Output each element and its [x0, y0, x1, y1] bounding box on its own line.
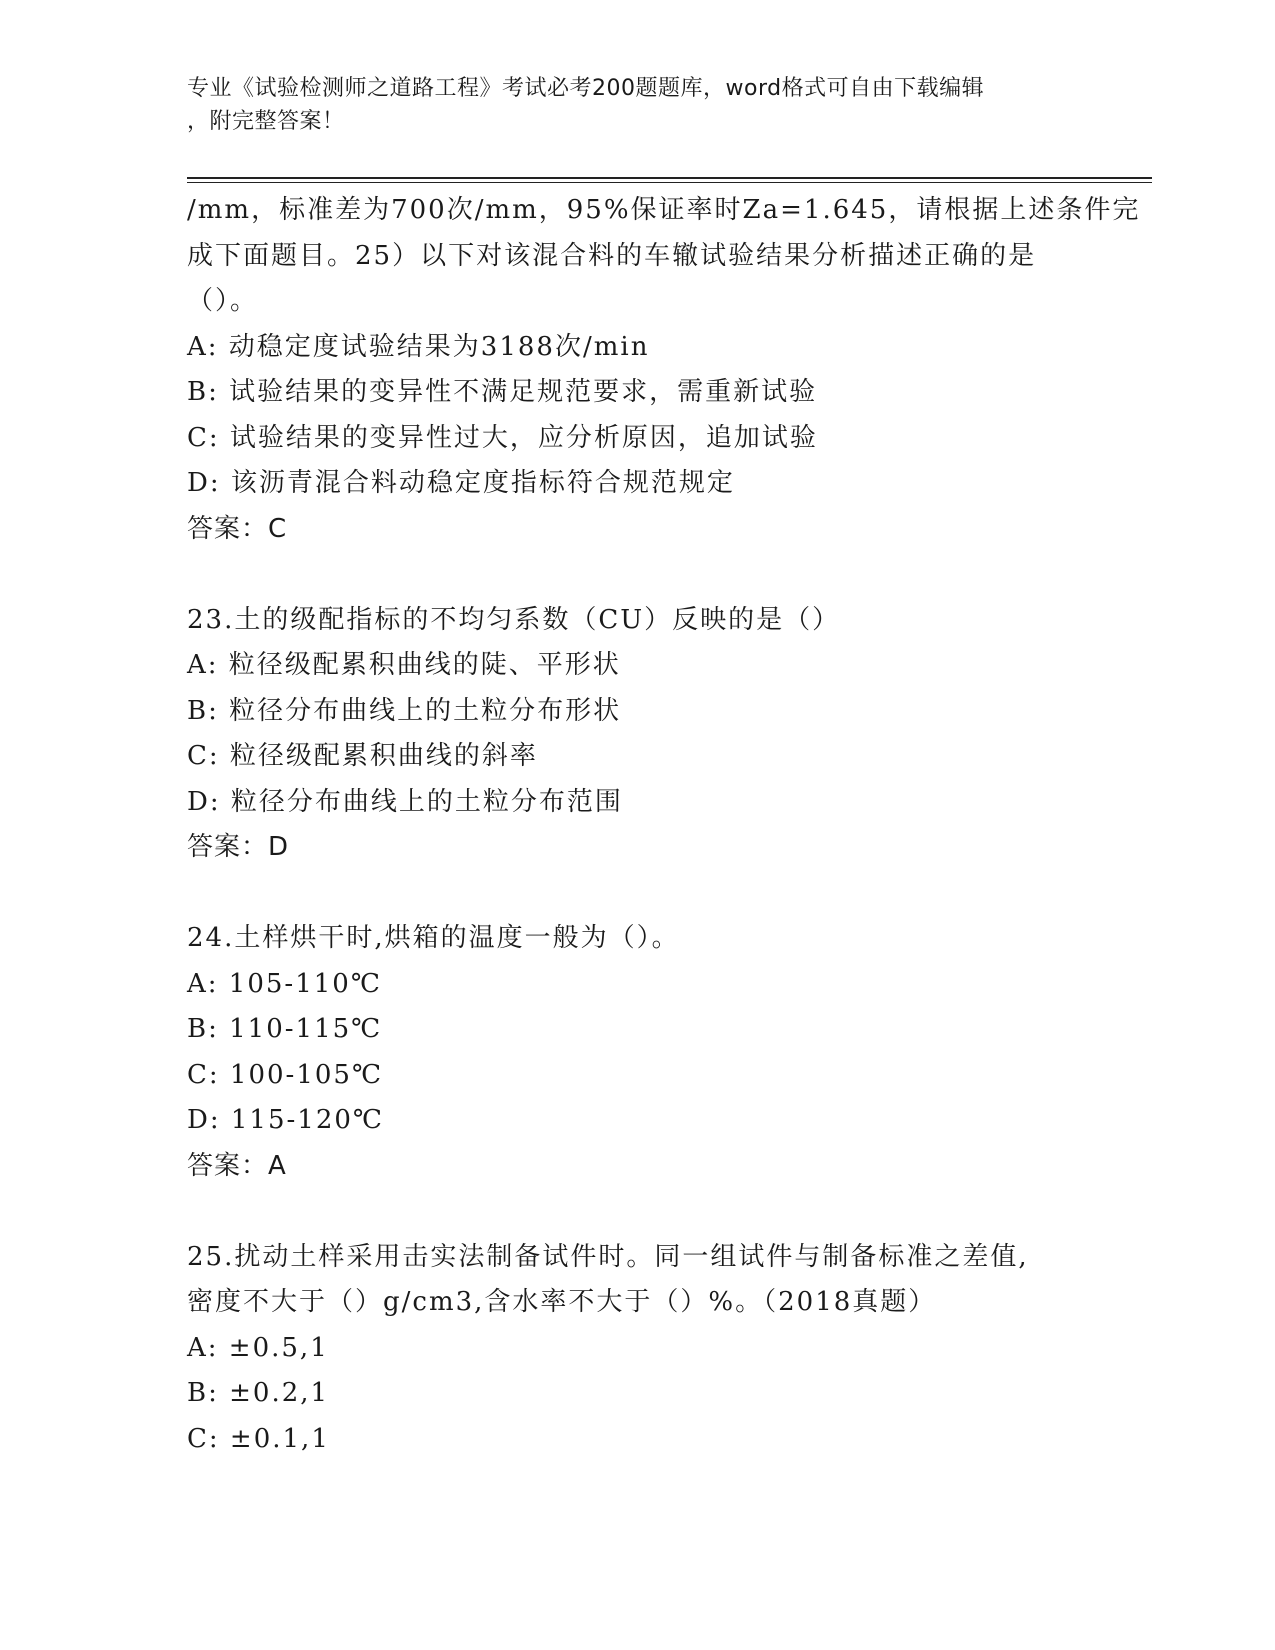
option-a: A: 粒径级配累积曲线的陡、平形状: [187, 650, 621, 680]
header-line-1: 专业《试验检测师之道路工程》考试必考200题题库，word格式可自由下载编辑: [187, 76, 985, 101]
option-b: B: 粒径分布曲线上的土粒分布形状: [187, 695, 622, 726]
option-d: D: 该沥青混合料动稳定度指标符合规范规定: [187, 468, 735, 498]
option-c: C: ±0.1,1: [187, 1423, 330, 1454]
option-d: D: 115-120℃: [187, 1105, 384, 1135]
spacer: [187, 1189, 1107, 1235]
option-c: C: 试验结果的变异性过大，应分析原因，追加试验: [187, 422, 818, 453]
question-23: [187, 598, 1107, 871]
answer-line: 答案：D: [187, 832, 290, 862]
header-line-2: ，附完整答案！: [187, 109, 345, 134]
question-24: [187, 916, 1107, 1189]
question-text-line: 密度不大于（）g/cm3,含水率不大于（）%。（2018真题）: [187, 1287, 937, 1317]
option-c: C: 100-105℃: [187, 1059, 384, 1090]
header-divider-thick: [187, 177, 1152, 179]
question-22-continued: [187, 188, 1141, 552]
question-text-line: 25.扰动土样采用击实法制备试件时。同一组试件与制备标准之差值,: [187, 1241, 1029, 1272]
spacer: [187, 871, 1107, 917]
answer-line: 答案：C: [187, 513, 288, 544]
header-divider-thin: [187, 182, 1152, 183]
option-a: A: ±0.5,1: [187, 1332, 329, 1363]
option-a: A: 动稳定度试验结果为3188次/min: [187, 331, 650, 362]
option-b: B: 110-115℃: [187, 1014, 383, 1044]
spacer: [187, 552, 1107, 598]
question-text-line: 23.土的级配指标的不均匀系数（CU）反映的是（）: [187, 604, 841, 635]
option-b: B: ±0.2,1: [187, 1378, 330, 1408]
question-text-line: /mm，标准差为700次/mm，95%保证率时Za=1.645，请根据上述条件完: [187, 195, 1141, 225]
option-d: D: 粒径分布曲线上的土粒分布范围: [187, 786, 623, 817]
question-text-line: 24.土样烘干时,烘箱的温度一般为（）。: [187, 923, 680, 953]
question-text-line: （）。: [187, 286, 259, 316]
question-25: [187, 1235, 1107, 1463]
option-b: B: 试验结果的变异性不满足规范要求，需重新试验: [187, 377, 818, 407]
document-body: [187, 188, 1141, 1462]
option-c: C: 粒径级配累积曲线的斜率: [187, 741, 538, 771]
answer-line: 答案：A: [187, 1150, 287, 1181]
question-text-line: 成下面题目。25）以下对该混合料的车辙试验结果分析描述正确的是: [187, 240, 1037, 271]
document-header: [187, 72, 1087, 138]
option-a: A: 105-110℃: [187, 968, 382, 999]
